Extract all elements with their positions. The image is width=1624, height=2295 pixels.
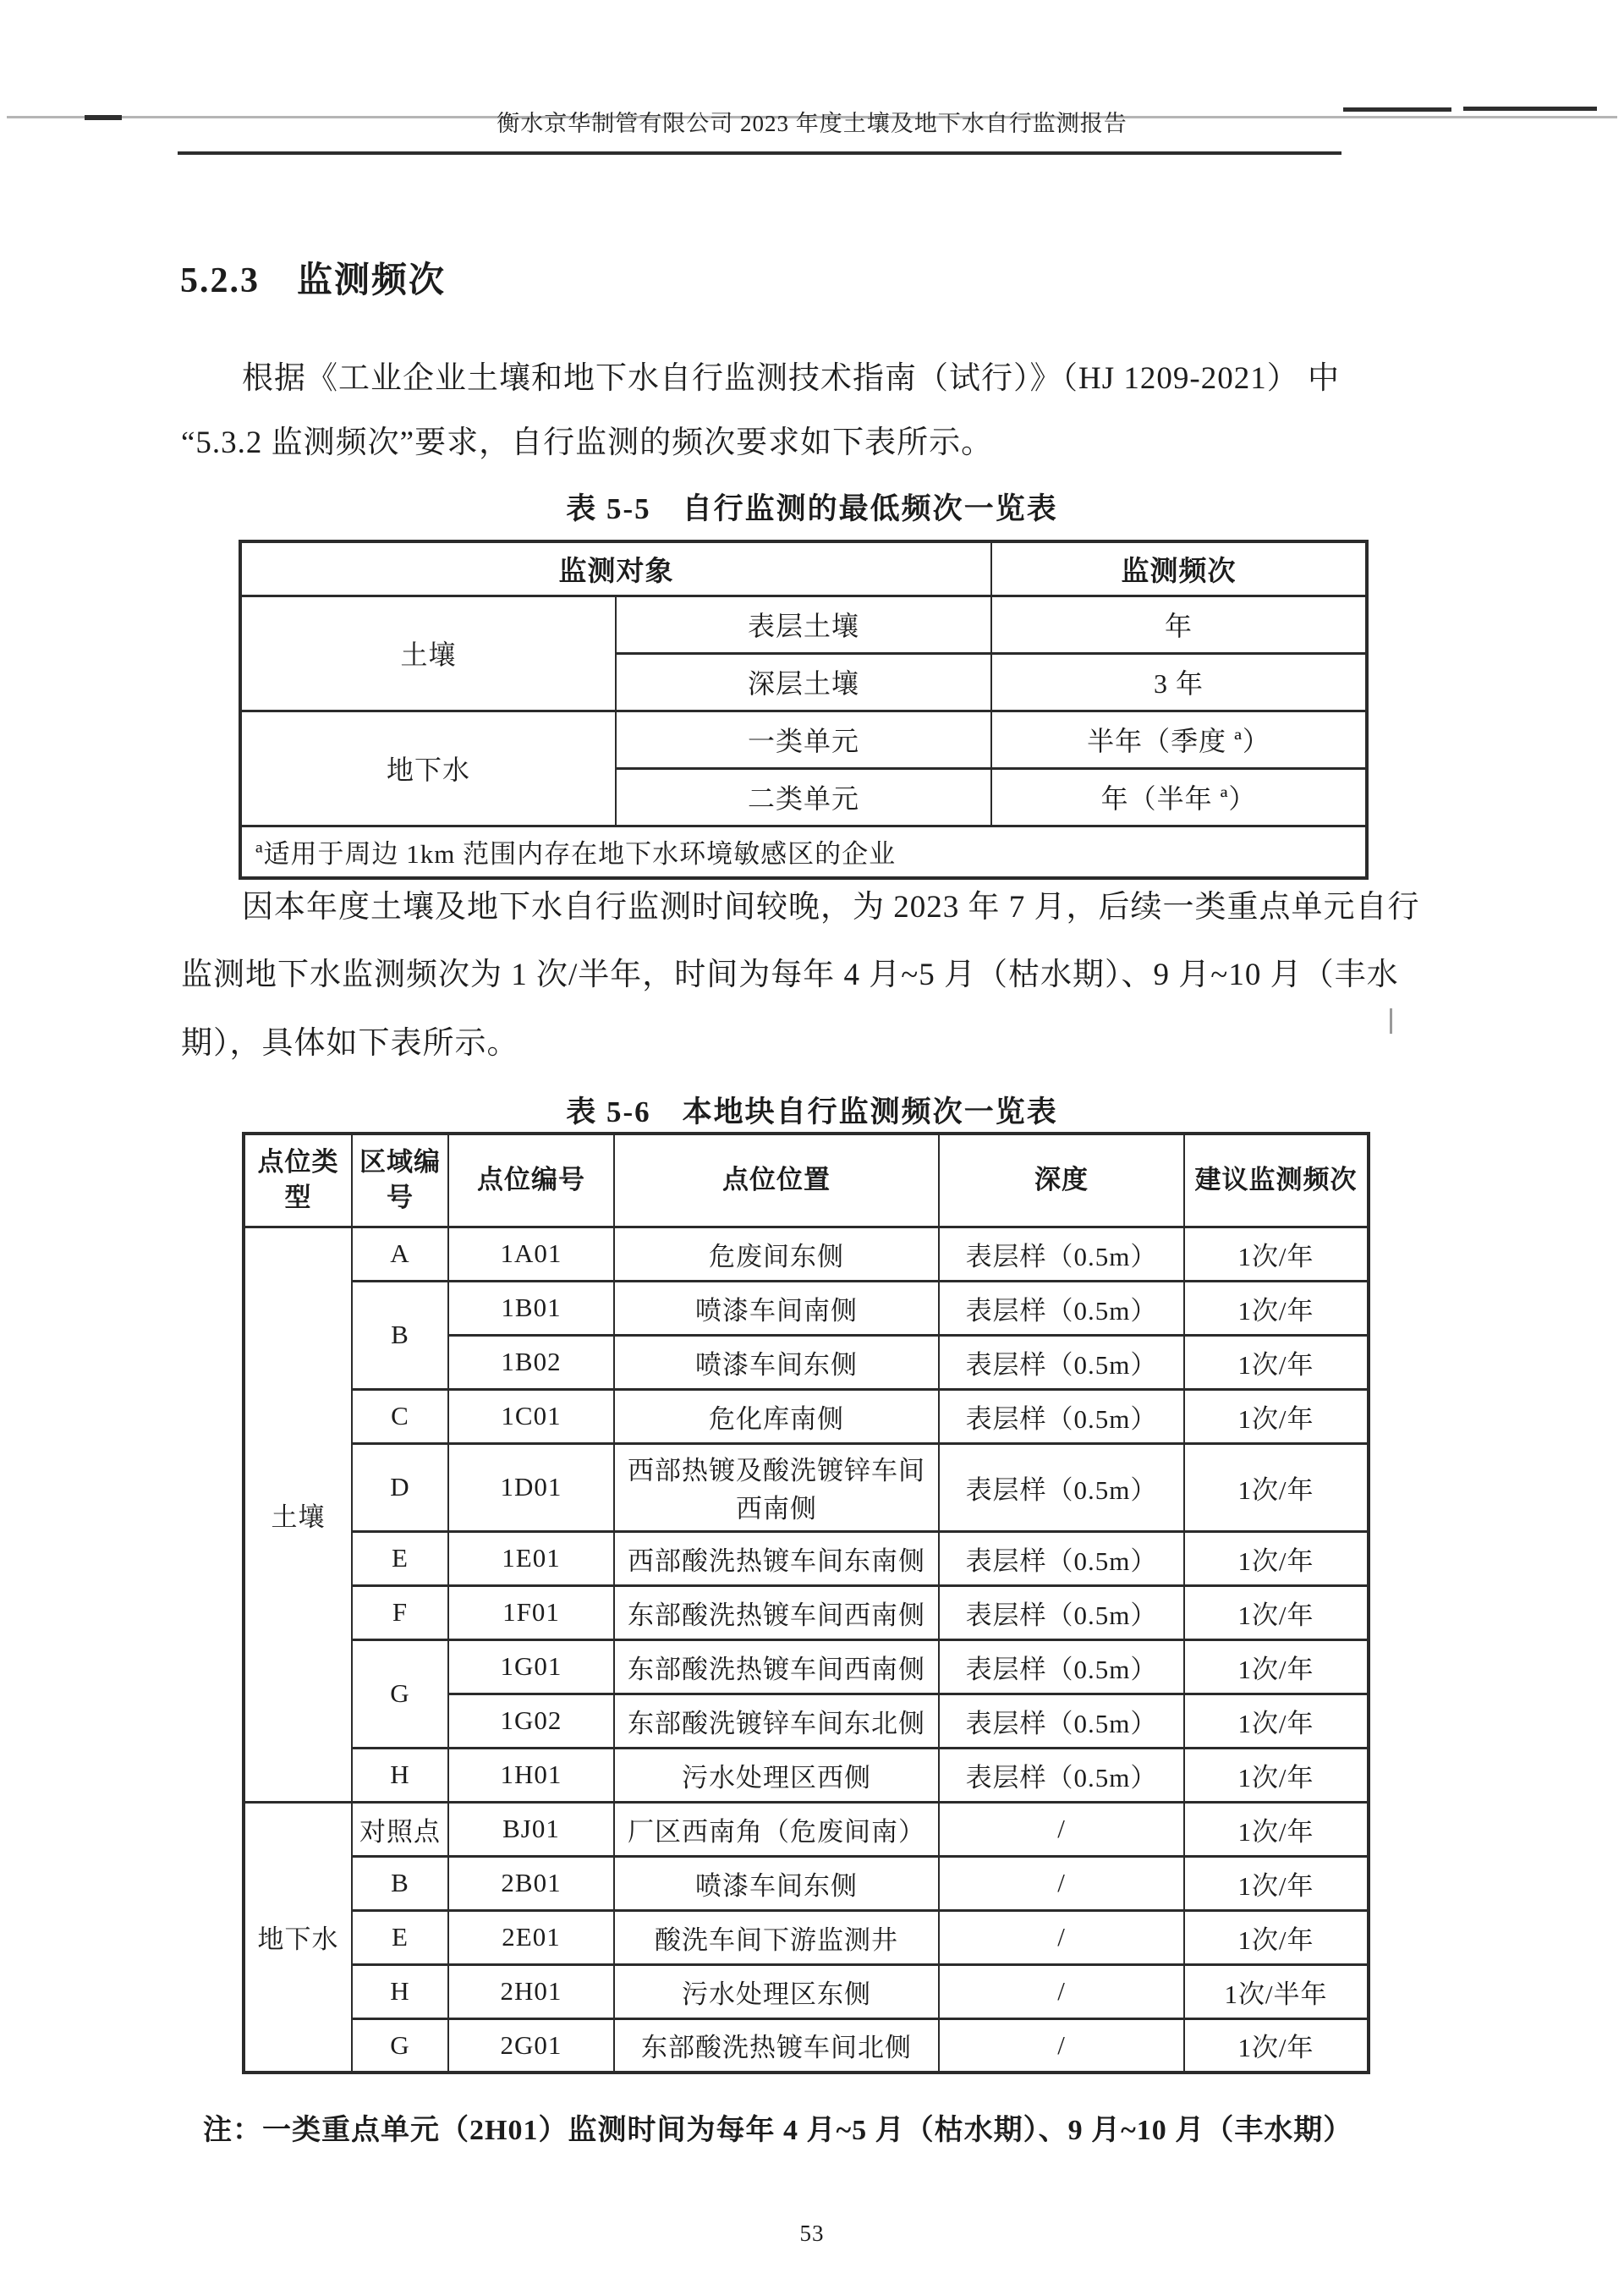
cell-depth: / [939, 1964, 1184, 2018]
cell-point-id: 1E01 [448, 1531, 614, 1585]
cell-point-id: 1G02 [448, 1694, 614, 1748]
cell-frequency: 1次/年 [1184, 1585, 1369, 1639]
cell-point-id: BJ01 [448, 1802, 614, 1856]
cell-point-id: 1D01 [448, 1443, 614, 1531]
cell-frequency: 1次/年 [1184, 1802, 1369, 1856]
cell-depth: / [939, 2018, 1184, 2073]
cell-point-id: 1C01 [448, 1389, 614, 1443]
cell-depth: / [939, 1856, 1184, 1910]
cell-frequency: 年（半年 ª） [991, 768, 1367, 826]
scan-artifact-tick [1390, 1008, 1392, 1034]
cell-frequency: 1次/年 [1184, 1281, 1369, 1335]
column-header-depth: 深度 [939, 1134, 1184, 1227]
section-heading: 5.2.3 监测频次 [180, 261, 447, 300]
paragraph1-line1: 根据《工业企业土壤和地下水自行监测技术指南（试行）》（HJ 1209-2021） 中 [242, 361, 1340, 396]
cell-subtype: 深层土壤 [616, 653, 991, 711]
cell-location: 厂区西南角（危废间南） [614, 1802, 939, 1856]
cell-frequency: 1次/年 [1184, 1389, 1369, 1443]
cell-area: E [352, 1531, 448, 1585]
cell-frequency: 半年（季度 ª） [991, 711, 1367, 768]
cell-point-id: 1G01 [448, 1639, 614, 1694]
column-header-frequency: 监测频次 [991, 541, 1367, 596]
cell-area: F [352, 1585, 448, 1639]
table-row [244, 1856, 1369, 1910]
table-row [244, 1748, 1369, 1802]
cell-depth: / [939, 1910, 1184, 1964]
cell-category: 地下水 [240, 711, 616, 826]
cell-frequency: 1次/年 [1184, 1443, 1369, 1531]
cell-area: B [352, 1281, 448, 1389]
cell-point-id: 1H01 [448, 1748, 614, 1802]
cell-area: H [352, 1964, 448, 2018]
cell-depth: 表层样（0.5m） [939, 1585, 1184, 1639]
cell-location: 东部酸洗镀锌车间东北侧 [614, 1694, 939, 1748]
table5-5-min-frequency [239, 540, 1369, 880]
table5-5-title: 表 5-5 自行监测的最低频次一览表 [566, 492, 1058, 525]
table5-6-title: 表 5-6 本地块自行监测频次一览表 [566, 1095, 1058, 1128]
cell-location: 东部酸洗热镀车间北侧 [614, 2018, 939, 2073]
column-header-area: 区域编号 [352, 1134, 448, 1227]
table-row [244, 1802, 1369, 1856]
table-row [240, 826, 1367, 878]
table-row [244, 2018, 1369, 2073]
cell-frequency: 1次/年 [1184, 1694, 1369, 1748]
paragraph2-line1: 因本年度土壤及地下水自行监测时间较晚，为 2023 年 7 月，后续一类重点单元自行 [242, 890, 1420, 925]
column-header-frequency: 建议监测频次 [1184, 1134, 1369, 1227]
page-number: 53 [799, 2221, 825, 2246]
cell-location: 喷漆车间东侧 [614, 1856, 939, 1910]
column-header-type: 点位类型 [244, 1134, 352, 1227]
cell-point-id: 1B01 [448, 1281, 614, 1335]
cell-point-id: 2G01 [448, 2018, 614, 2073]
cell-area: G [352, 1639, 448, 1748]
cell-depth: 表层样（0.5m） [939, 1639, 1184, 1694]
cell-depth: / [939, 1802, 1184, 1856]
cell-frequency: 3 年 [991, 653, 1367, 711]
cell-area: C [352, 1389, 448, 1443]
table-row [244, 1910, 1369, 1964]
header-underline [178, 151, 1341, 155]
column-header-object: 监测对象 [240, 541, 991, 596]
cell-location: 西部酸洗热镀车间东南侧 [614, 1531, 939, 1585]
cell-location: 危化库南侧 [614, 1389, 939, 1443]
paragraph1-line2: “5.3.2 监测频次”要求，自行监测的频次要求如下表所示。 [181, 426, 994, 460]
cell-point-id: 1A01 [448, 1227, 614, 1281]
cell-frequency: 1次/年 [1184, 1531, 1369, 1585]
table-footnote: ª适用于周边 1km 范围内存在地下水环境敏感区的企业 [240, 826, 1367, 878]
cell-location: 喷漆车间南侧 [614, 1281, 939, 1335]
page-header-title: 衡水京华制管有限公司 2023 年度土壤及地下水自行监测报告 [497, 111, 1127, 136]
cell-depth: 表层样（0.5m） [939, 1694, 1184, 1748]
column-header-location: 点位位置 [614, 1134, 939, 1227]
cell-depth: 表层样（0.5m） [939, 1443, 1184, 1531]
cell-area: B [352, 1856, 448, 1910]
cell-location: 东部酸洗热镀车间西南侧 [614, 1639, 939, 1694]
table-row [244, 1443, 1369, 1531]
cell-frequency: 1次/年 [1184, 1910, 1369, 1964]
table-row [244, 1531, 1369, 1585]
table-row [244, 1585, 1369, 1639]
cell-area: D [352, 1443, 448, 1531]
cell-point-id: 2H01 [448, 1964, 614, 2018]
cell-frequency: 1次/年 [1184, 1227, 1369, 1281]
cell-point-id: 1B02 [448, 1335, 614, 1389]
cell-point-id: 2E01 [448, 1910, 614, 1964]
table-row [240, 541, 1367, 596]
cell-location: 危废间东侧 [614, 1227, 939, 1281]
table-row [244, 1964, 1369, 2018]
cell-location: 污水处理区东侧 [614, 1964, 939, 2018]
cell-depth: 表层样（0.5m） [939, 1281, 1184, 1335]
cell-point-type: 地下水 [244, 1802, 352, 2073]
cell-location: 西部热镀及酸洗镀锌车间西南侧 [614, 1443, 939, 1531]
cell-area: E [352, 1910, 448, 1964]
cell-frequency: 1次/半年 [1184, 1964, 1369, 2018]
cell-point-type: 土壤 [244, 1227, 352, 1802]
cell-area: A [352, 1227, 448, 1281]
cell-area: H [352, 1748, 448, 1802]
cell-subtype: 表层土壤 [616, 596, 991, 653]
table-row [244, 1389, 1369, 1443]
cell-frequency: 年 [991, 596, 1367, 653]
cell-frequency: 1次/年 [1184, 1748, 1369, 1802]
table-row [240, 596, 1367, 653]
cell-depth: 表层样（0.5m） [939, 1748, 1184, 1802]
paragraph2-line3: 期），具体如下表所示。 [181, 1026, 519, 1061]
cell-area: 对照点 [352, 1802, 448, 1856]
cell-subtype: 一类单元 [616, 711, 991, 768]
cell-location: 喷漆车间东侧 [614, 1335, 939, 1389]
cell-depth: 表层样（0.5m） [939, 1389, 1184, 1443]
cell-location: 污水处理区西侧 [614, 1748, 939, 1802]
column-header-point-id: 点位编号 [448, 1134, 614, 1227]
cell-depth: 表层样（0.5m） [939, 1335, 1184, 1389]
table-row [244, 1227, 1369, 1281]
cell-location: 酸洗车间下游监测井 [614, 1910, 939, 1964]
cell-point-id: 2B01 [448, 1856, 614, 1910]
cell-point-id: 1F01 [448, 1585, 614, 1639]
table-note: 注：一类重点单元（2H01）监测时间为每年 4 月~5 月（枯水期）、9 月~10 月（丰水期） [203, 2115, 1353, 2146]
cell-location: 东部酸洗热镀车间西南侧 [614, 1585, 939, 1639]
cell-frequency: 1次/年 [1184, 2018, 1369, 2073]
paragraph2-line2: 监测地下水监测频次为 1 次/半年，时间为每年 4 月~5 月（枯水期）、9 月~10 月（丰水 [181, 958, 1399, 992]
cell-depth: 表层样（0.5m） [939, 1227, 1184, 1281]
cell-depth: 表层样（0.5m） [939, 1531, 1184, 1585]
table5-6-site-frequency [242, 1132, 1370, 2074]
cell-frequency: 1次/年 [1184, 1639, 1369, 1694]
cell-frequency: 1次/年 [1184, 1856, 1369, 1910]
cell-subtype: 二类单元 [616, 768, 991, 826]
cell-category: 土壤 [240, 596, 616, 711]
table-row [244, 1281, 1369, 1335]
table-row [240, 711, 1367, 768]
table-row [244, 1639, 1369, 1694]
table-row [244, 1134, 1369, 1227]
cell-area: G [352, 2018, 448, 2073]
cell-frequency: 1次/年 [1184, 1335, 1369, 1389]
